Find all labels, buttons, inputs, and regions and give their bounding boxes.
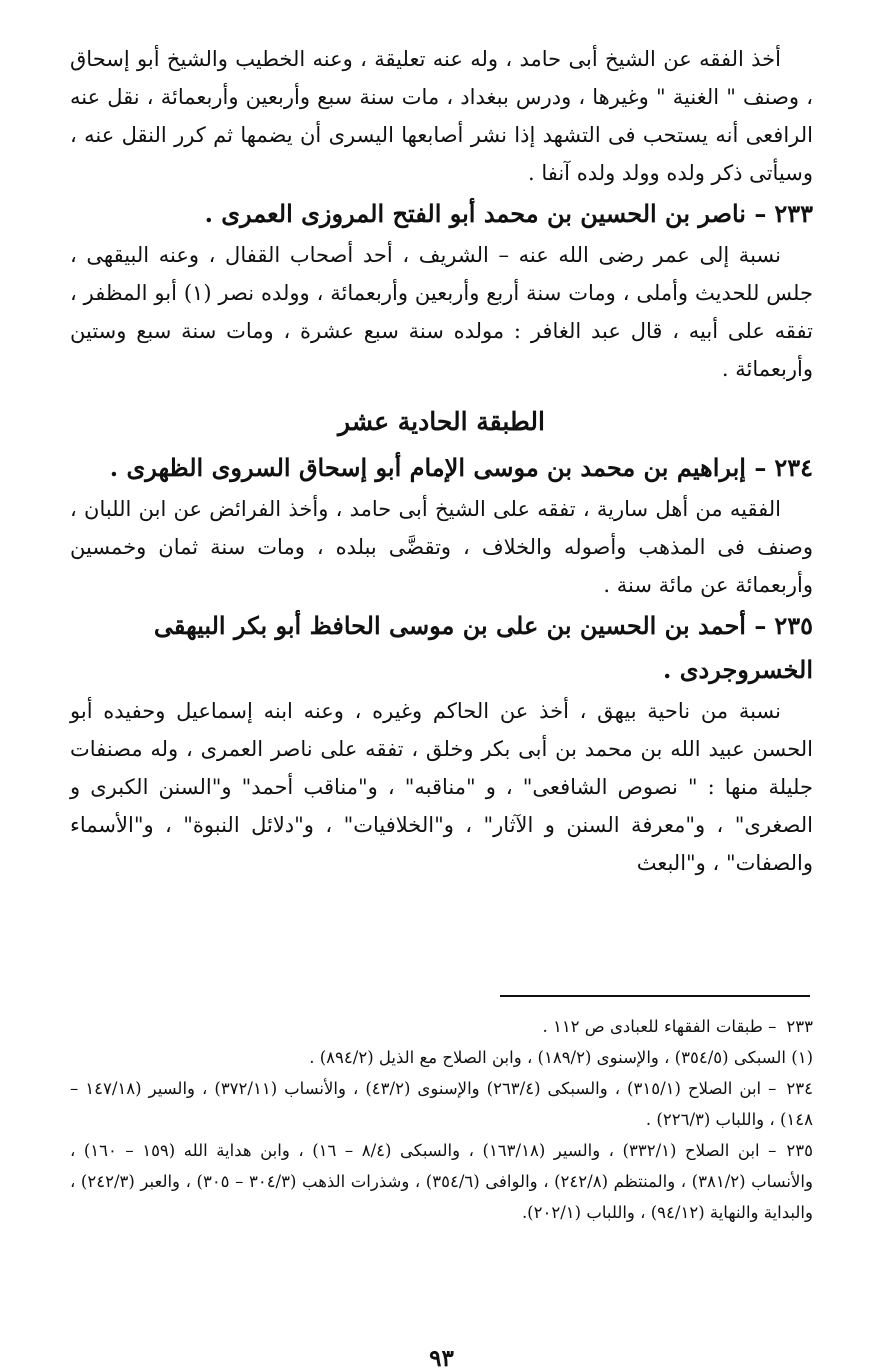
entry-235-number: ٢٣٥ — [774, 611, 813, 640]
footnote-234-number: ٢٣٤ — [786, 1079, 814, 1098]
entry-234-body: الفقيه من أهل سارية ، تفقه على الشيخ أبى حامد ، وأخذ الفرائض عن ابن اللبان ، وصنف فى المذهب وأصوله والخلاف ، وتقضَّى ببلده ، ومات سنة ثمان وخمسين وأربعمائة عن مائة سنة . — [70, 497, 813, 597]
footnotes — [70, 995, 813, 1228]
footnote-1: (١) السبكى (٣٥٤/٥) ، والإسنوى (١٨٩/٢) ، وابن الصلاح مع الذيل (٨٩٤/٢) . — [309, 1048, 813, 1067]
section-title: الطبقة الحادية عشر — [338, 407, 545, 436]
page-number: ٩٣ — [429, 1345, 454, 1372]
entry-234-heading: – إبراهيم بن محمد بن موسى الإمام أبو إسحاق السروى الظهرى . — [109, 453, 767, 482]
footnote-235-text: – ابن الصلاح (٣٣٢/١) ، والسير (١٦٣/١٨) ، والسبكى (٨/٤ – ١٦) ، وابن هداية الله (١٥٩ – ١٦٠) ، والأنساب (٣٨١/٢) ، والمنتظم (٢٤٢/٨) ، والوافى (٣٥٤/٦) ، وشذرات الذهب (٣٠٤/٣ – ٣٠٥) ، والعبر (٢٤٢/٣) ، والبداية والنهاية (٩٤/١٢) ، واللباب (٢٠٢/١). — [70, 1141, 813, 1222]
footnote-rule — [70, 995, 813, 997]
page-body — [70, 40, 814, 1372]
entry-235-body: نسبة من ناحية بيهق ، أخذ عن الحاكم وغيره ، وعنه ابنه إسماعيل وحفيده أبو الحسن عبيد الله بن محمد بن أبى بكر وخلق ، تفقه على ناصر العمرى ، وله مصنفات جليلة منها : " نصوص الشافعى" ، و "مناقبه" ، و"مناقب أحمد" و"السنن الكبرى و الصغرى" ، و"معرفة السنن و الآثار" ، و"الخلافيات" ، و"دلائل النبوة" ، و"الأسماء والصفات" ، و"البعث — [70, 699, 813, 875]
footnote-234-text: – ابن الصلاح (٣١٥/١) ، والسبكى (٢٦٣/٤) والإسنوى (٤٣/٢) ، والأنساب (٣٧٢/١١) ، والسير (١٤٧/١٨ – ١٤٨) ، واللباب (٢٢٦/٣) . — [70, 1079, 813, 1129]
footnote-233-text: – طبقات الفقهاء للعبادى ص ١١٢ . — [542, 1017, 777, 1036]
entry-234-number: ٢٣٤ — [774, 453, 813, 482]
intro-paragraph: أخذ الفقه عن الشيخ أبى حامد ، وله عنه تعليقة ، وعنه الخطيب والشيخ أبو إسحاق ، وصنف " الغنية " وغيرها ، ودرس ببغداد ، مات سنة سبع وأربعين وأربعمائة ، نقل عنه الرافعى أنه يستحب فى التشهد إذا نشر أصابعها اليسرى أن يضمها ثم كرر النقل عنه ، وسيأتى ذكر ولده وولد ولده آنفا . — [70, 47, 813, 185]
entry-235-heading: – أحمد بن الحسين بن على بن موسى الحافظ أبو بكر البيهقى الخسروجردى . — [153, 611, 813, 684]
entry-233-heading: – ناصر بن الحسين بن محمد أبو الفتح المروزى العمرى . — [204, 199, 767, 228]
entry-233-number: ٢٣٣ — [774, 199, 813, 228]
footnote-235 — [70, 1135, 813, 1228]
entry-233-body: نسبة إلى عمر رضى الله عنه – الشريف ، أحد أصحاب القفال ، وعنه البيقهى ، جلس للحديث وأملى ، ومات سنة أربع وأربعين وأربعمائة ، وولده نصر (١) أبو المظفر ، تفقه على أبيه ، قال عبد الغافر : مولده سنة سبع عشرة ، ومات سنة سبع وستين وأربعمائة . — [70, 243, 813, 381]
footnote-233-number: ٢٣٣ — [786, 1017, 813, 1036]
footnote-234 — [70, 1073, 813, 1135]
entry-233-title — [70, 192, 813, 236]
footnote-233 — [70, 1011, 813, 1042]
footnote-235-number: ٢٣٥ — [786, 1141, 814, 1160]
entry-234-title — [70, 446, 813, 490]
entry-235-title — [70, 604, 813, 692]
